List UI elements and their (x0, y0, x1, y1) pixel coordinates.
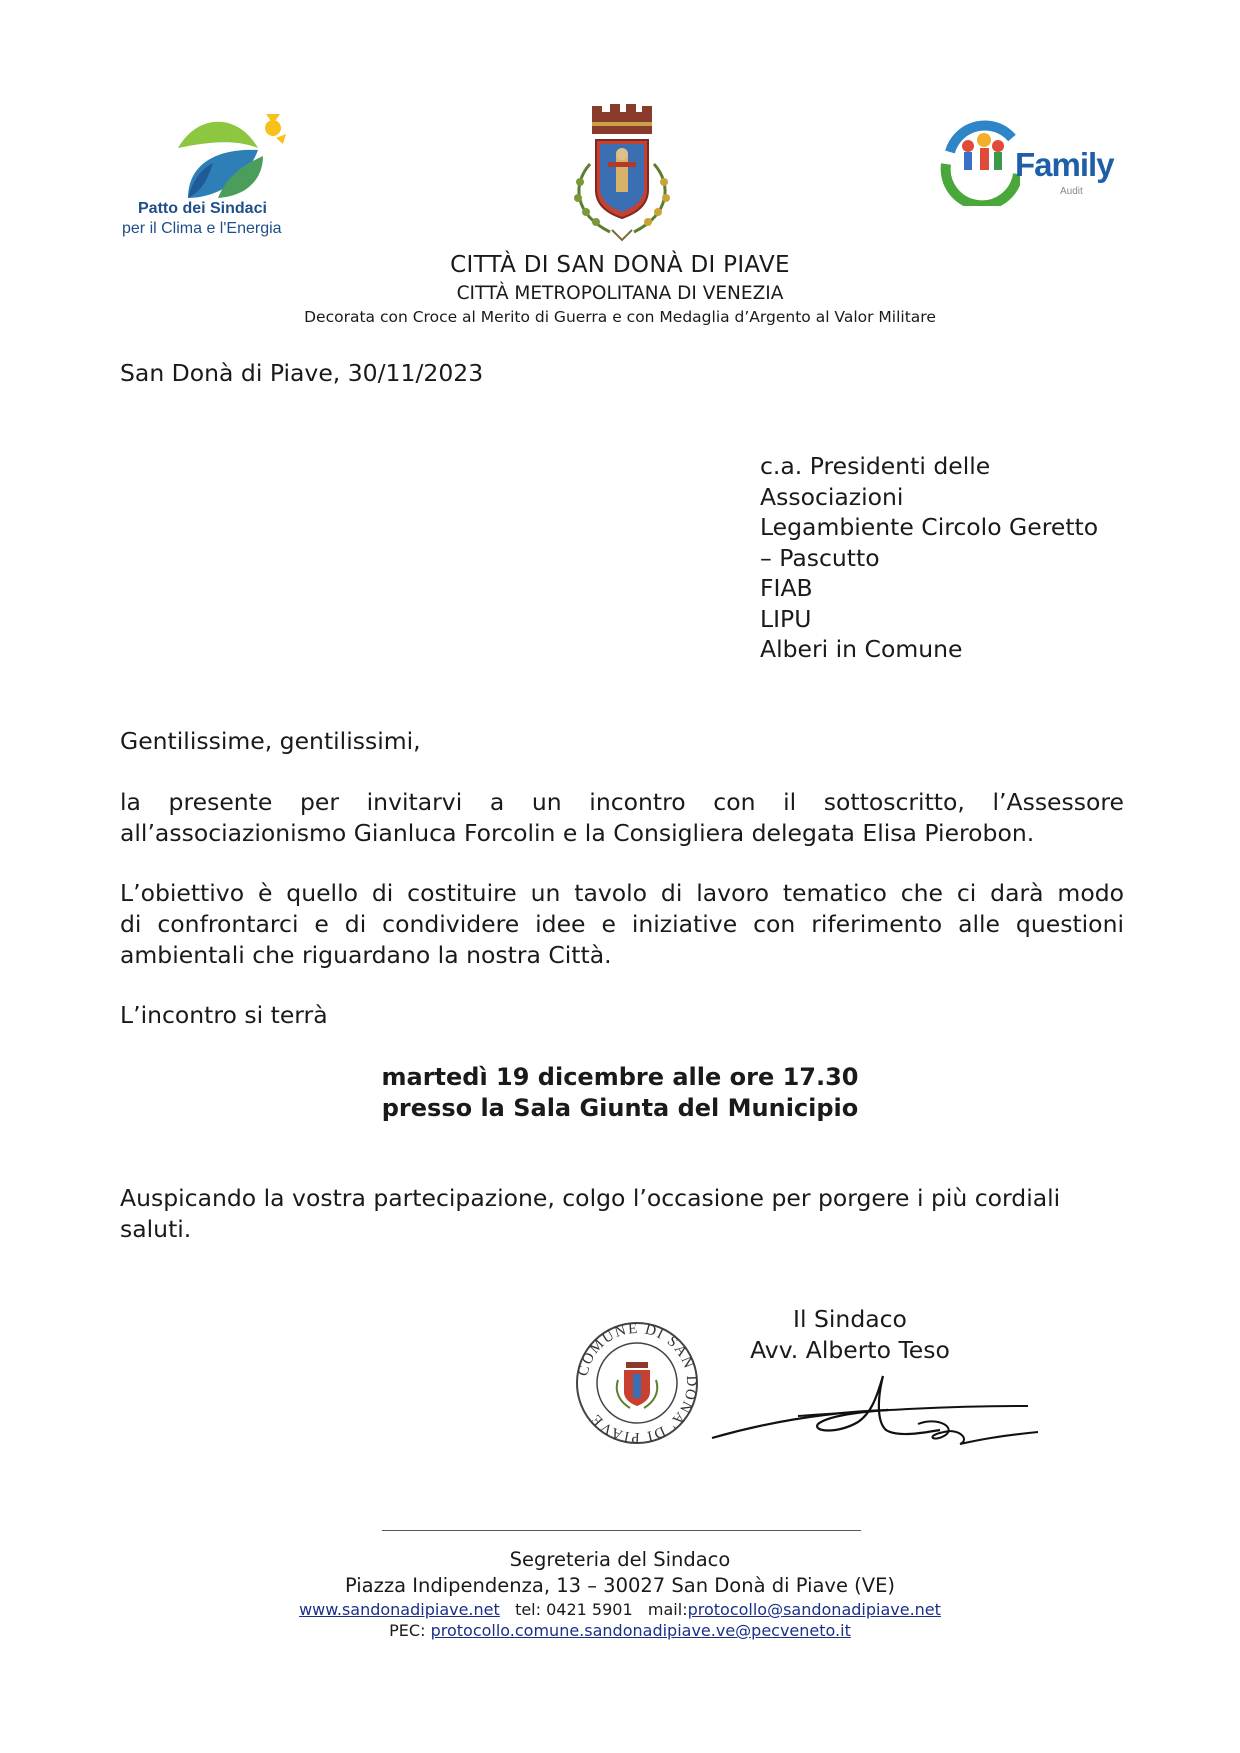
recipient-line: Alberi in Comune (760, 635, 963, 663)
official-stamp (574, 1320, 700, 1446)
svg-text:COMUNE DI SAN DONA' DI PIAVE: COMUNE DI SAN DONA' DI PIAVE (575, 1320, 700, 1446)
recipient-line: – Pascutto (760, 543, 880, 572)
footer-contacts (0, 1600, 1240, 1619)
paragraph-line: Auspicando la vostra partecipazione, colgo l’occasione per porgere i più cordiali (120, 1184, 1061, 1212)
patto-caption-line2: per il Clima e l'Energia (122, 220, 282, 237)
footer-address: Piazza Indipendenza, 13 – 30027 San Donà di Piave (VE) (344, 1574, 896, 1597)
leaf-icon (158, 108, 298, 203)
family-logo-word: Family (1015, 146, 1114, 183)
recipient-line: FIAB (760, 574, 813, 602)
patto-dei-sindaci-logo (118, 108, 308, 243)
paragraph-line: all’associazionismo Gianluca Forcolin e la Consigliera delegata Elisa Pierobon. (120, 819, 1035, 847)
paragraph-meeting-intro: L’incontro si terrà (120, 1001, 328, 1029)
city-coat-of-arms (560, 104, 684, 244)
website-link[interactable]: www.sandonadipiave.net (299, 1600, 500, 1619)
recipient-line: c.a. Presidenti delle (760, 452, 991, 480)
closing-paragraph (120, 1183, 1124, 1245)
footer-mail-label: mail: (647, 1600, 688, 1619)
patto-caption-line1: Patto dei Sindaci (138, 200, 267, 217)
footer-tel: tel: 0421 5901 (515, 1600, 633, 1619)
event-location: presso la Sala Giunta del Municipio (381, 1094, 859, 1122)
pec-link[interactable]: protocollo.comune.sandonadipiave.ve@pecveneto.it (430, 1621, 851, 1640)
family-icon (940, 116, 1020, 206)
greeting: Gentilissime, gentilissimi, (120, 727, 421, 755)
signer-name: Avv. Alberto Teso (750, 1336, 950, 1364)
paragraph-line: saluti. (120, 1215, 192, 1243)
recipient-line: LIPU (760, 604, 812, 633)
paragraph-line: L’obiettivo è quello di costituire un tavolo di lavoro tematico che ci darà modo (120, 879, 1124, 907)
date-line: San Donà di Piave, 30/11/2023 (120, 359, 484, 387)
recipient-line: Associazioni (760, 482, 904, 511)
footer-office: Segreteria del Sindaco (509, 1548, 731, 1571)
footer-pec (0, 1621, 1240, 1640)
city-name: CITTÀ DI SAN DONÀ DI PIAVE (450, 252, 790, 278)
footer-divider (382, 1530, 861, 1531)
footer-pec-label: PEC: (389, 1621, 426, 1640)
event-details (0, 1062, 1240, 1124)
paragraph-line: di confrontarci e di condividere idee e iniziative con riferimento alle questioni (120, 910, 1124, 938)
signature-block (700, 1304, 1000, 1366)
event-date: martedì 19 dicembre alle ore 17.30 (381, 1063, 859, 1091)
recipients-block (760, 451, 1140, 665)
paragraph-objective (120, 878, 1124, 971)
decoration-note: Decorata con Croce al Merito di Guerra e con Medaglia d’Argento al Valor Militare (304, 308, 936, 326)
paragraph-invitation (120, 787, 1124, 849)
family-audit-logo (940, 116, 1120, 206)
family-logo-sub: Audit (1060, 186, 1083, 197)
paragraph-line: la presente per invitarvi a un incontro con il sottoscritto, l’Assessore (120, 788, 1124, 816)
recipient-line: Legambiente Circolo Geretto (760, 513, 1099, 541)
paragraph-line: ambientali che riguardano la nostra Città. (120, 941, 612, 969)
signer-title: Il Sindaco (793, 1305, 907, 1333)
email-link[interactable]: protocollo@sandonadipiave.net (687, 1600, 941, 1619)
handwritten-signature (708, 1366, 1048, 1456)
metro-name: CITTÀ METROPOLITANA DI VENEZIA (456, 283, 784, 304)
